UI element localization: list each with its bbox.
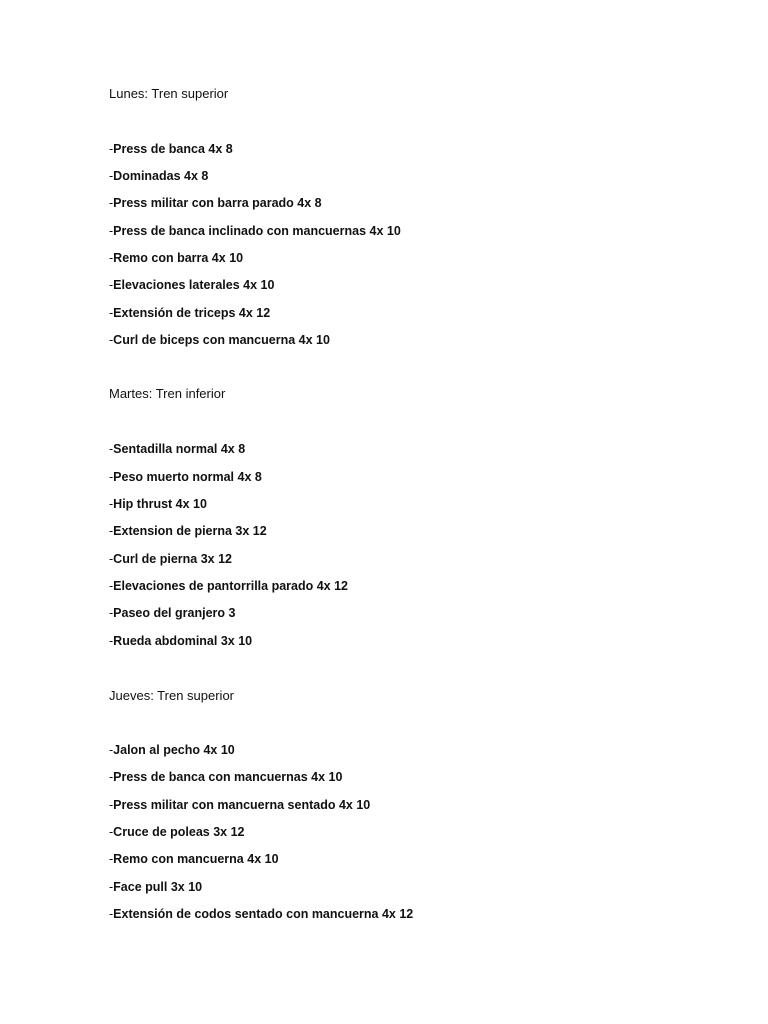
item-text: Rueda abdominal 3x 10 bbox=[113, 634, 253, 648]
item-dash: - bbox=[109, 825, 114, 839]
item-dash: - bbox=[109, 442, 114, 456]
section-heading-jueves: Jueves: Tren superior bbox=[109, 688, 235, 703]
list-item bbox=[109, 824, 245, 840]
item-dash: - bbox=[109, 798, 114, 812]
item-text: Press de banca con mancuernas 4x 10 bbox=[113, 770, 343, 784]
list-item bbox=[109, 797, 370, 813]
item-text: Extension de pierna 3x 12 bbox=[113, 524, 267, 538]
list-item bbox=[109, 633, 252, 649]
item-text: Cruce de poleas 3x 12 bbox=[113, 825, 245, 839]
item-text: Curl de pierna 3x 12 bbox=[113, 552, 232, 566]
item-dash: - bbox=[109, 278, 114, 292]
list-item bbox=[109, 223, 401, 239]
item-dash: - bbox=[109, 743, 114, 757]
list-item bbox=[109, 578, 348, 594]
list-item bbox=[109, 769, 342, 785]
item-dash: - bbox=[109, 224, 114, 238]
item-dash: - bbox=[109, 524, 114, 538]
item-dash: - bbox=[109, 306, 114, 320]
item-dash: - bbox=[109, 470, 114, 484]
item-text: Extensión de codos sentado con mancuerna 4x 12 bbox=[113, 907, 414, 921]
item-dash: - bbox=[109, 606, 114, 620]
item-text: Face pull 3x 10 bbox=[113, 880, 203, 894]
item-text: Remo con mancuerna 4x 10 bbox=[113, 852, 279, 866]
item-dash: - bbox=[109, 880, 114, 894]
item-text: Paseo del granjero 3 bbox=[113, 606, 236, 620]
list-item bbox=[109, 168, 208, 184]
list-item bbox=[109, 332, 330, 348]
list-item bbox=[109, 523, 267, 539]
item-dash: - bbox=[109, 196, 114, 210]
item-text: Elevaciones de pantorrilla parado 4x 12 bbox=[113, 579, 348, 593]
item-text: Remo con barra 4x 10 bbox=[113, 251, 244, 265]
item-dash: - bbox=[109, 333, 114, 347]
item-text: Elevaciones laterales 4x 10 bbox=[113, 278, 275, 292]
list-item bbox=[109, 496, 207, 512]
item-text: Curl de biceps con mancuerna 4x 10 bbox=[113, 333, 330, 347]
item-text: Sentadilla normal 4x 8 bbox=[113, 442, 246, 456]
item-text: Press de banca inclinado con mancuernas 4x 10 bbox=[113, 224, 401, 238]
item-dash: - bbox=[109, 251, 114, 265]
item-dash: - bbox=[109, 142, 114, 156]
section-heading-lunes: Lunes: Tren superior bbox=[109, 86, 229, 101]
list-item bbox=[109, 441, 245, 457]
list-item bbox=[109, 851, 279, 867]
item-text: Dominadas 4x 8 bbox=[113, 169, 209, 183]
item-text: Press militar con barra parado 4x 8 bbox=[113, 196, 322, 210]
item-text: Hip thrust 4x 10 bbox=[113, 497, 207, 511]
list-item bbox=[109, 605, 235, 621]
item-text: Press de banca 4x 8 bbox=[113, 142, 233, 156]
item-text: Extensión de triceps 4x 12 bbox=[113, 306, 271, 320]
list-item bbox=[109, 277, 274, 293]
list-item bbox=[109, 742, 235, 758]
item-dash: - bbox=[109, 169, 114, 183]
item-dash: - bbox=[109, 579, 114, 593]
item-dash: - bbox=[109, 907, 114, 921]
list-item bbox=[109, 906, 413, 922]
list-item bbox=[109, 305, 270, 321]
item-text: Peso muerto normal 4x 8 bbox=[113, 470, 262, 484]
list-item bbox=[109, 551, 232, 567]
item-dash: - bbox=[109, 634, 114, 648]
section-heading-martes: Martes: Tren inferior bbox=[109, 386, 226, 401]
list-item bbox=[109, 469, 262, 485]
item-dash: - bbox=[109, 497, 114, 511]
item-text: Press militar con mancuerna sentado 4x 10 bbox=[113, 798, 371, 812]
list-item bbox=[109, 195, 322, 211]
item-dash: - bbox=[109, 852, 114, 866]
list-item bbox=[109, 141, 233, 157]
list-item bbox=[109, 250, 243, 266]
list-item bbox=[109, 879, 202, 895]
item-dash: - bbox=[109, 770, 114, 784]
item-text: Jalon al pecho 4x 10 bbox=[113, 743, 235, 757]
item-dash: - bbox=[109, 552, 114, 566]
